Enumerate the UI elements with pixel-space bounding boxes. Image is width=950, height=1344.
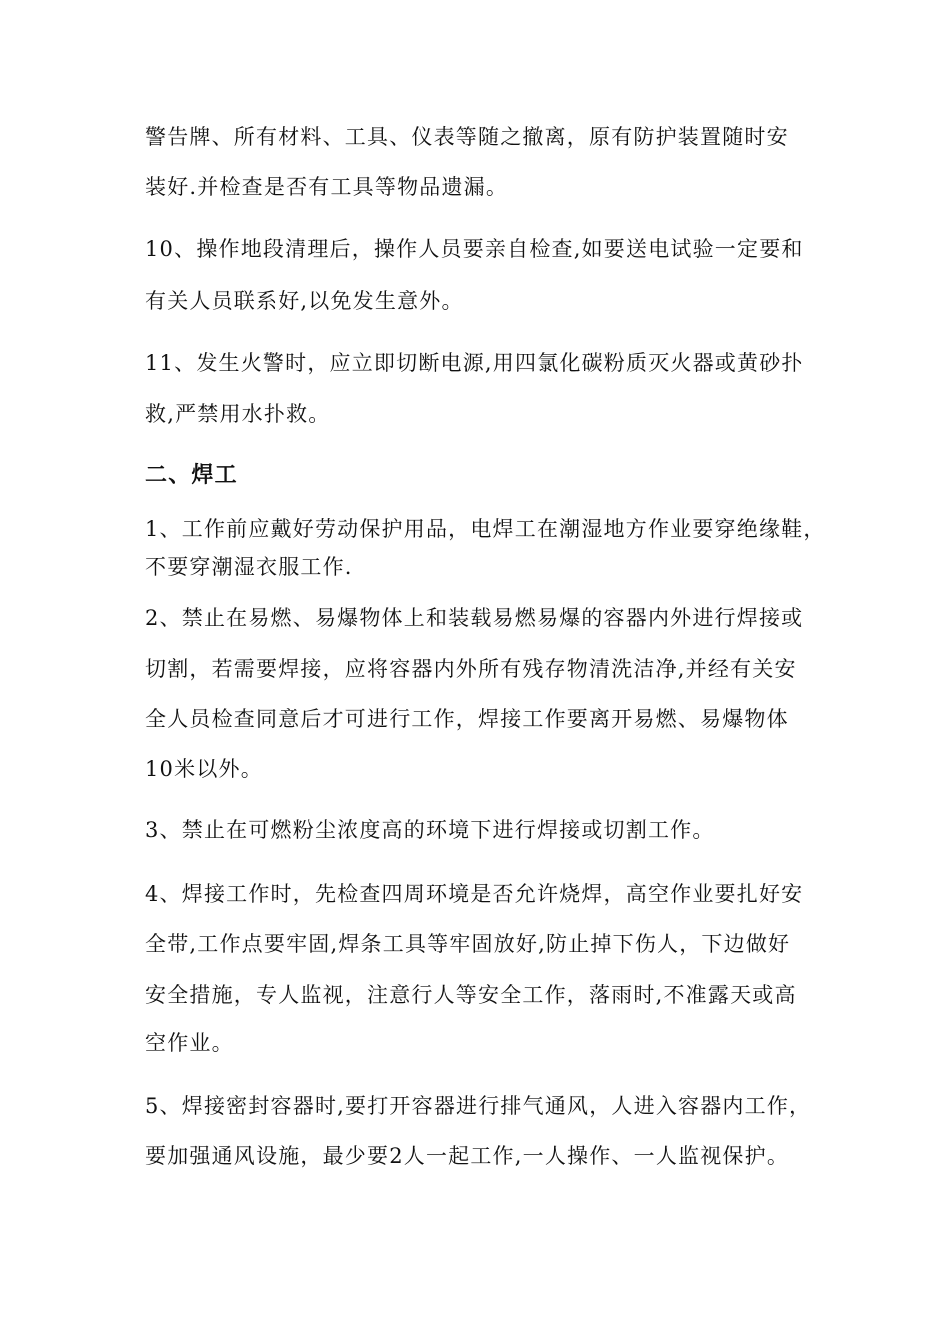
text-line: 5、焊接密封容器时,要打开容器进行排气通风，人进入容器内工作， [145, 1094, 812, 1118]
text-line: 2、禁止在易燃、易爆物体上和装载易燃易爆的容器内外进行焊接或 [145, 606, 804, 630]
text-line: 要加强通风设施，最少要2人一起工作,一人操作、一人监视保护。 [145, 1144, 790, 1168]
text-line: 安全措施，专人监视，注意行人等安全工作，落雨时,不准露天或高 [145, 983, 797, 1007]
text-line: 3、禁止在可燃粉尘浓度高的环境下进行焊接或切割工作。 [145, 818, 715, 842]
text-line: 10米以外。 [145, 757, 263, 781]
text-line: 空作业。 [145, 1031, 234, 1055]
text-line: 4、焊接工作时，先检查四周环境是否允许烧焊，高空作业要扎好安 [145, 882, 804, 906]
text-line: 有关人员联系好,以免发生意外。 [145, 289, 464, 313]
text-line: 全人员检查同意后才可进行工作，焊接工作要离开易燃、易爆物体 [145, 707, 789, 731]
text-line: 11、发生火警时，应立即切断电源,用四氯化碳粉质灭火器或黄砂扑 [145, 351, 804, 375]
section-heading: 二、焊工 [145, 463, 238, 488]
text-line: 1、工作前应戴好劳动保护用品，电焊工在潮湿地方作业要穿绝缘鞋， [145, 517, 826, 541]
text-line: 救,严禁用水扑救。 [145, 402, 331, 426]
text-line: 10、操作地段清理后，操作人员要亲自检查,如要送电试验一定要和 [145, 237, 804, 261]
text-line: 切割，若需要焊接，应将容器内外所有残存物清洗洁净,并经有关安 [145, 657, 797, 681]
text-line: 不要穿潮湿衣服工作. [145, 555, 353, 579]
text-line: 全带,工作点要牢固,焊条工具等牢固放好,防止掉下伤人，下边做好 [145, 932, 791, 956]
text-line: 警告牌、所有材料、工具、仪表等随之撤离，原有防护装置随时安 [145, 125, 789, 149]
text-line: 装好.并检查是否有工具等物品遗漏。 [145, 175, 509, 199]
